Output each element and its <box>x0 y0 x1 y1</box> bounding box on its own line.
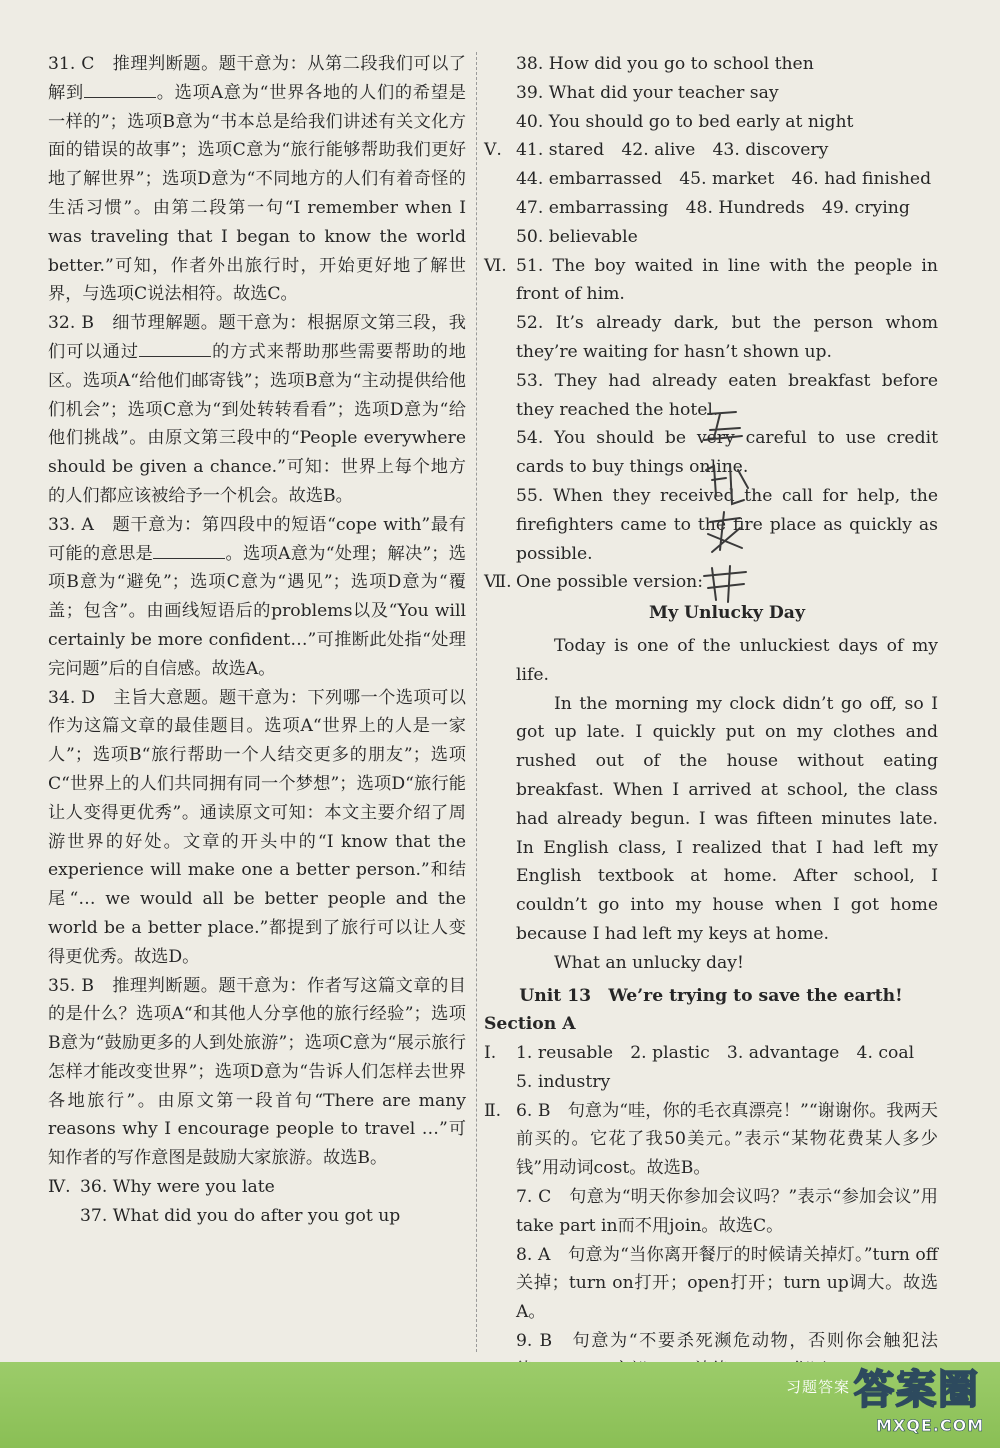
watermark-url: MXQE.COM <box>876 1416 985 1435</box>
answer-33-text-a: 33. A 题干意为：第四段中的短语“cope with”最有可能的意思是 <box>48 514 466 564</box>
section-heading: Section A <box>484 1014 576 1035</box>
list-item: 47. embarrassing 48. Hundreds 49. crying <box>516 197 910 218</box>
answer-blank <box>153 542 225 559</box>
list-item: 44. embarrassed 45. market 46. had finished <box>516 169 932 190</box>
left-column <box>48 50 466 1231</box>
list-item: 40. You should go to bed early at night <box>516 111 854 132</box>
section-v-numeral: Ⅴ. <box>484 140 502 161</box>
section-iv-continued <box>484 50 938 136</box>
section-vi <box>484 252 938 569</box>
list-item: 54. You should be very careful to use credit cards to buy things online. <box>516 428 938 478</box>
list-item: 1. reusable 2. plastic 3. advantage 4. coal <box>516 1043 915 1064</box>
section-vii-numeral: Ⅶ. <box>484 572 512 593</box>
list-item: 55. When they received the call for help, the firefighters came to the fire place as quickly as possible. <box>516 485 938 564</box>
answer-33 <box>48 511 466 684</box>
answer-32-text-a: 32. B 细节理解题。题干意为：根据原文第三段，我们可以通过 <box>48 313 466 362</box>
list-item: 37. What did you do after you got up <box>80 1205 401 1226</box>
list-item: 51. The boy waited in line with the people in front of him. <box>516 255 938 305</box>
answer-32-text-b: 的方式来帮助那些需要帮助的地区。选项A“给他们邮寄钱”；选项B意为“主动提供给他们机会”；选项C意为“到处转转看看”；选项D意为“给他们挑战”。由原文第三段中的“People everywhere should be given a chance.”可知：世界上每个地方的人们都应该被给予一个机会。故选B。 <box>48 341 466 506</box>
column-divider <box>476 52 477 1352</box>
list-item: 52. It’s already dark, but the person whom they’re waiting for hasn’t shown up. <box>516 313 938 362</box>
section-vii <box>484 568 938 597</box>
answer-34: 34. D 主旨大意题。题干意为：下列哪一个选项可以作为这篇文章的最佳题目。选项A“世界上的人是一家人”；选项B“旅行帮助一个人结交更多的朋友”；选项C“世界上的人们共同拥有同一个梦想”；选项D“旅行能让人变得更优秀”。通读原文可知：本文主要介绍了周游世界的好处。文章的开头中的“I know that the experience will make one a better person.”和结尾“… we would all be better people and the world be a better place.”都提到了旅行可以让人变得更优秀。故选D。 <box>48 687 466 967</box>
watermark-text: 答案圈 <box>854 1367 980 1413</box>
list-item: 39. What did your teacher say <box>516 82 779 103</box>
answer-32 <box>48 309 466 511</box>
footer-label: 习题答案 <box>785 1378 850 1396</box>
section-v <box>484 136 938 251</box>
unit-title: Unit 13 We’re trying to save the earth! <box>519 985 903 1006</box>
answer-31-text-b: 。选项A意为“世界各地的人们的希望是一样的”；选项B意为“书本总是给我们讲述有关文化方面的错误的故事”；选项C意为“旅行能够帮助我们更好地了解世界”；选项D意为“不同地方的人们有着奇怪的生活习惯”。由第二段第一句“I remember when I was traveling that I began to know the world better.”可知，作者外出旅行时，开始更好地了解世界，与选项C说法相符。故选C。 <box>48 82 466 305</box>
answer-31-text-a: 31. C 推理判断题。题干意为：从第二段我们可以了解到 <box>48 54 466 103</box>
list-item: 5. industry <box>516 1071 611 1092</box>
list-item: 50. believable <box>516 226 638 247</box>
essay-title: My Unlucky Day <box>649 603 805 624</box>
watermark-logo <box>836 1358 986 1442</box>
section-iv <box>48 1173 466 1231</box>
answer-35: 35. B 推理判断题。题干意为：作者写这篇文章的目的是什么？选项A“和其他人分享他的旅行经验”；选项B意为“鼓励更多的人到处旅游”；选项C意为“展示旅行怎样才能改变世界”；选项D意为“告诉人们怎样去世界各地旅行”。由原文第一段首句“There are many reasons why I encourage people to travel …”可知作者的写作意图是鼓励大家旅游。故选B。 <box>48 975 466 1169</box>
unit-section-i <box>484 1039 938 1097</box>
list-item: 7. C 句意为“明天你参加会议吗？”表示“参加会议”用take part in而不用join。故选C。 <box>516 1187 938 1236</box>
unit-section-ii-numeral: Ⅱ. <box>484 1100 502 1121</box>
unit-section-ii <box>484 1097 938 1385</box>
right-column <box>484 50 938 1385</box>
answer-31 <box>48 50 466 309</box>
list-item: 53. They had already eaten breakfast before they reached the hotel. <box>516 370 938 420</box>
answer-33-text-b: 。选项A意为“处理；解决”；选项B意为“避免”；选项C意为“遇见”；选项D意为“覆盖；包含”。由画线短语后的problems以及“You will certainly be more confident…”可推断此处指“处理完问题”后的自信感。故选A。 <box>48 543 466 679</box>
list-item: 6. B 句意为“哇，你的毛衣真漂亮！”“谢谢你。我两天前买的。它花了我50美元。”表示“某物花费某人多少钱”用动词cost。故选B。 <box>516 1100 938 1179</box>
list-item: 9. B 句意为“不要杀死濒危动物，否则你会触犯法 <box>516 1331 938 1352</box>
section-iv-numeral: Ⅳ. <box>48 1177 71 1198</box>
essay-intro: One possible version: <box>516 572 704 593</box>
essay-paragraph: In the morning my clock didn’t go off, so I got up late. I quickly put on my clothes and rushed out of the house without eating breakfast. When I arrived at school, the class had already begun. I was fifteen minutes late. In English class, I realized that I had left my English textbook at home. After school, I couldn’t go into my house when I got home because I had left my keys at home. <box>516 693 938 944</box>
unit-section-i-numeral: Ⅰ. <box>484 1043 497 1064</box>
section-vi-numeral: Ⅵ. <box>484 255 507 276</box>
essay-paragraph: What an unlucky day! <box>554 952 744 973</box>
list-item: 36. Why were you late <box>80 1177 275 1198</box>
answer-blank <box>84 81 156 98</box>
list-item: 8. A 句意为“当你离开餐厅的时候请关掉灯。”turn off关掉；turn on打开；open打开；turn up调大。故选A。 <box>516 1244 938 1323</box>
answer-blank <box>139 340 211 357</box>
list-item: 38. How did you go to school then <box>516 54 814 74</box>
list-item: 41. stared 42. alive 43. discovery <box>516 140 829 161</box>
essay-paragraph: Today is one of the unluckiest days of my life. <box>516 635 938 685</box>
